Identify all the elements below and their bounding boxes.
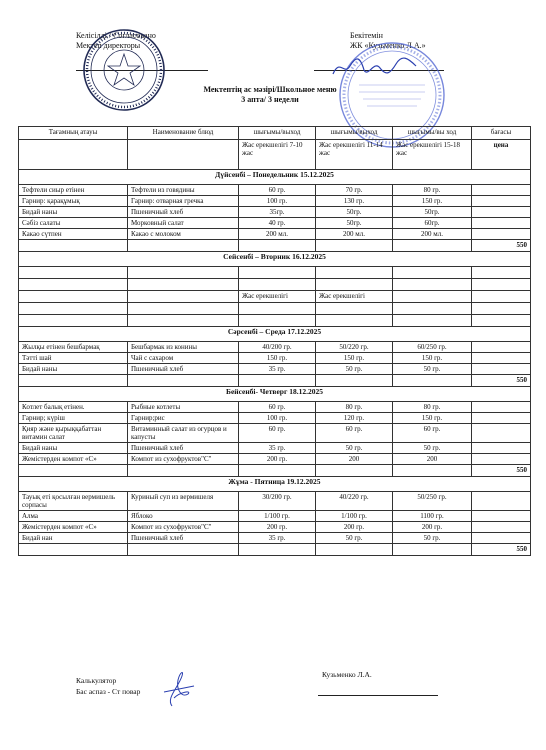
footer-signature-line <box>318 695 438 696</box>
dish-name-ru: Морковный салат <box>128 218 239 229</box>
portion-7-10: 150 гр. <box>239 353 316 364</box>
day-total-row <box>19 240 531 252</box>
price-cell <box>472 443 531 454</box>
day-title: Бейсенбі- Четверг 18.12.2025 <box>19 387 531 402</box>
portion-7-10: 40 гр. <box>239 218 316 229</box>
dish-name-kz: Тауық еті қосылған вермишель сорпасы <box>19 492 128 511</box>
approval-subtitle: Мектеп директоры <box>76 41 141 50</box>
menu-row <box>19 443 531 454</box>
blank-cell <box>239 279 316 291</box>
dish-name-ru: Гарнир;рис <box>128 413 239 424</box>
dish-name-ru: Яблоко <box>128 511 239 522</box>
blank-cell <box>128 279 239 291</box>
menu-row <box>19 492 531 511</box>
portion-7-10: 100 гр. <box>239 196 316 207</box>
price-cell <box>472 522 531 533</box>
col-output-1: шығымы/выход <box>239 127 316 140</box>
portion-7-10: 100 гр. <box>239 413 316 424</box>
menu-row <box>19 533 531 544</box>
dish-name-ru: Тефтели из говядины <box>128 185 239 196</box>
portion-15-18: 60гр. <box>393 218 472 229</box>
footer-calculator: Калькулятор <box>76 676 117 685</box>
portion-15-18: 150 гр. <box>393 353 472 364</box>
dish-name-kz: Жемістерден компот «С» <box>19 522 128 533</box>
dish-name-ru: Витаминный салат из огурцов и капусты <box>128 424 239 443</box>
dish-name-kz: Бидай наны <box>19 364 128 375</box>
blank-cell <box>19 267 128 279</box>
day-total-row <box>19 465 531 477</box>
portion-7-10: 60 гр. <box>239 402 316 413</box>
dish-name-kz: Котлет балық етінен. <box>19 402 128 413</box>
blank-cell <box>128 267 239 279</box>
price-cell <box>472 218 531 229</box>
menu-title-line1: Мектептің ас мәзірі/Школьное меню <box>203 85 337 94</box>
portion-11-14: 150 гр. <box>316 353 393 364</box>
portion-11-14: 60 гр. <box>316 424 393 443</box>
blank-cell <box>128 303 239 315</box>
portion-7-10: 35гр. <box>239 207 316 218</box>
portion-11-14: 70 гр. <box>316 185 393 196</box>
portion-15-18: 50гр. <box>393 207 472 218</box>
blank-cell <box>472 291 531 303</box>
price-cell <box>472 533 531 544</box>
day-title: Сейсенбі – Вторник 16.12.2025 <box>19 252 531 267</box>
portion-15-18: 150 гр. <box>393 196 472 207</box>
price-cell <box>472 342 531 353</box>
col-output-2: шығымы/выход <box>316 127 393 140</box>
age-group-cell: Жас ерекшелігі <box>239 291 316 303</box>
portion-15-18: 200 гр. <box>393 522 472 533</box>
blank-row <box>19 303 531 315</box>
blank-cell <box>472 267 531 279</box>
portion-11-14: 50/220 гр. <box>316 342 393 353</box>
blank-cell <box>316 267 393 279</box>
dish-name-kz: Тәтті шай <box>19 353 128 364</box>
dish-name-ru: Пшеничный хлеб <box>128 207 239 218</box>
menu-title-line2: 3 апта/ 3 недели <box>241 95 299 104</box>
day-header-row <box>19 170 531 185</box>
blank-cell <box>393 303 472 315</box>
col-price-kz: бағасы <box>472 127 531 140</box>
dish-name-ru: Рыбные котлеты <box>128 402 239 413</box>
age-group-cell: Жас ерекшелігі <box>316 291 393 303</box>
price-cell <box>472 424 531 443</box>
price-cell <box>472 353 531 364</box>
portion-11-14: 50гр. <box>316 207 393 218</box>
blank-cell <box>472 315 531 327</box>
blank-cell <box>239 315 316 327</box>
dish-name-kz: Гарнир; күріш <box>19 413 128 424</box>
price-cell <box>472 402 531 413</box>
menu-row <box>19 424 531 443</box>
portion-7-10: 35 гр. <box>239 443 316 454</box>
approver-signature-image <box>330 52 420 82</box>
col-name-kz: Тағамның атауы <box>19 127 128 140</box>
dish-name-ru: Компот из сухофруктов"С" <box>128 522 239 533</box>
blank-cell <box>393 267 472 279</box>
dish-name-ru: Компот из сухофруктов"С" <box>128 454 239 465</box>
dish-name-ru: Пшеничный хлеб <box>128 533 239 544</box>
blank-cell <box>239 267 316 279</box>
portion-11-14: 50гр. <box>316 218 393 229</box>
dish-name-kz: Тефтели сиыр етінен <box>19 185 128 196</box>
dish-name-ru: Куриный суп из вермишеля <box>128 492 239 511</box>
portion-11-14: 200 мл. <box>316 229 393 240</box>
menu-row <box>19 185 531 196</box>
portion-7-10: 200 мл. <box>239 229 316 240</box>
dish-name-kz: Какао сүтпен <box>19 229 128 240</box>
dish-name-ru: Какао с молоком <box>128 229 239 240</box>
portion-7-10: 35 гр. <box>239 533 316 544</box>
menu-title <box>120 85 420 105</box>
price-cell <box>472 492 531 511</box>
blank-row <box>19 291 531 303</box>
day-header-row <box>19 477 531 492</box>
menu-row <box>19 364 531 375</box>
day-total-row <box>19 544 531 556</box>
portion-11-14: 120 гр. <box>316 413 393 424</box>
blank-row <box>19 279 531 291</box>
dish-name-kz: Жылқы етінен бешбармақ <box>19 342 128 353</box>
blank-cell <box>19 303 128 315</box>
dish-name-kz: Алма <box>19 511 128 522</box>
portion-11-14: 130 гр. <box>316 196 393 207</box>
approved-title: Бекітемін <box>350 31 383 40</box>
menu-row <box>19 229 531 240</box>
dish-name-ru: Пшеничный хлеб <box>128 364 239 375</box>
portion-11-14: 80 гр. <box>316 402 393 413</box>
portion-11-14: 1/100 гр. <box>316 511 393 522</box>
price-cell <box>472 207 531 218</box>
day-header-row <box>19 327 531 342</box>
blank-cell <box>472 279 531 291</box>
day-title: Сәрсенбі – Среда 17.12.2025 <box>19 327 531 342</box>
dish-name-kz: Сәбіз салаты <box>19 218 128 229</box>
day-total-price: 550 <box>472 375 531 387</box>
blank-cell <box>19 315 128 327</box>
portion-15-18: 50 гр. <box>393 443 472 454</box>
menu-row <box>19 207 531 218</box>
price-cell <box>472 413 531 424</box>
price-cell <box>472 364 531 375</box>
portion-15-18: 80 гр. <box>393 185 472 196</box>
portion-15-18: 50/250 гр. <box>393 492 472 511</box>
menu-row <box>19 342 531 353</box>
menu-body <box>19 170 531 556</box>
blank-cell <box>19 279 128 291</box>
blank-cell <box>316 279 393 291</box>
portion-11-14: 50 гр. <box>316 443 393 454</box>
portion-15-18: 200 мл. <box>393 229 472 240</box>
col-age-1: Жас ерекшелігі 7-10 жас <box>239 140 316 170</box>
menu-row <box>19 218 531 229</box>
menu-row <box>19 511 531 522</box>
price-cell <box>472 196 531 207</box>
portion-11-14: 200 гр. <box>316 522 393 533</box>
dish-name-ru: Пшеничный хлеб <box>128 443 239 454</box>
blank-row <box>19 267 531 279</box>
portion-7-10: 60 гр. <box>239 185 316 196</box>
day-total-row <box>19 375 531 387</box>
menu-table <box>18 126 531 556</box>
portion-7-10: 60 гр. <box>239 424 316 443</box>
portion-15-18: 80 гр. <box>393 402 472 413</box>
menu-row <box>19 353 531 364</box>
day-title: Жұма - Пятница 19.12.2025 <box>19 477 531 492</box>
dish-name-kz: Жемістерден компот «С» <box>19 454 128 465</box>
dish-name-kz: Гарнир: қарақұмық <box>19 196 128 207</box>
col-age-3: Жас ерекшелігі 15-18 жас <box>393 140 472 170</box>
portion-7-10: 30/200 гр. <box>239 492 316 511</box>
portion-15-18: 1100 гр. <box>393 511 472 522</box>
col-price-ru: цена <box>472 140 531 170</box>
portion-7-10: 40/200 гр. <box>239 342 316 353</box>
blank-cell <box>393 291 472 303</box>
portion-11-14: 50 гр. <box>316 364 393 375</box>
dish-name-kz: Бидай нан <box>19 533 128 544</box>
blank-cell <box>19 291 128 303</box>
col-output-3: шығымы/вы ход <box>393 127 472 140</box>
portion-7-10: 35 гр. <box>239 364 316 375</box>
blank-cell <box>239 303 316 315</box>
menu-row <box>19 454 531 465</box>
blank-cell <box>393 279 472 291</box>
day-header-row <box>19 252 531 267</box>
blank-cell <box>472 303 531 315</box>
footer-left <box>76 675 140 697</box>
dish-name-kz: Бидай наны <box>19 207 128 218</box>
dish-name-ru: Бешбармак из конины <box>128 342 239 353</box>
portion-11-14: 200 <box>316 454 393 465</box>
col-name-ru: Наименование блюд <box>128 127 239 140</box>
footer-chef: Бас аспаз - Ст повар <box>76 687 141 696</box>
price-cell <box>472 185 531 196</box>
blank-cell <box>316 315 393 327</box>
price-cell <box>472 454 531 465</box>
portion-15-18: 60/250 гр. <box>393 342 472 353</box>
portion-15-18: 150 гр. <box>393 413 472 424</box>
day-header-row <box>19 387 531 402</box>
dish-name-kz: Қияр және қырыққабаттан витамин салат <box>19 424 128 443</box>
approved-subtitle: ЖК «Кузьменко Л.А.» <box>350 41 426 50</box>
dish-name-kz: Бидай наны <box>19 443 128 454</box>
portion-11-14: 50 гр. <box>316 533 393 544</box>
menu-row <box>19 522 531 533</box>
footer-name: Кузьменко Л.А. <box>322 670 372 679</box>
col-age-2: Жас ерекшелігі 11-14 жас <box>316 140 393 170</box>
portion-7-10: 200 гр. <box>239 454 316 465</box>
portion-15-18: 60 гр. <box>393 424 472 443</box>
price-cell <box>472 511 531 522</box>
day-title: Дүйсенбі – Понедельник 15.12.2025 <box>19 170 531 185</box>
portion-11-14: 40/220 гр. <box>316 492 393 511</box>
day-total-price: 550 <box>472 544 531 556</box>
chef-signature-image <box>158 668 198 710</box>
blank-row <box>19 315 531 327</box>
price-cell <box>472 229 531 240</box>
portion-7-10: 200 гр. <box>239 522 316 533</box>
menu-row <box>19 196 531 207</box>
portion-15-18: 200 <box>393 454 472 465</box>
portion-15-18: 50 гр. <box>393 364 472 375</box>
menu-row <box>19 413 531 424</box>
blank-cell <box>128 315 239 327</box>
blank-cell <box>393 315 472 327</box>
blank-cell <box>316 303 393 315</box>
blank-cell <box>128 291 239 303</box>
day-total-price: 550 <box>472 465 531 477</box>
portion-15-18: 50 гр. <box>393 533 472 544</box>
approval-title: Келісілді / Согласовано <box>76 31 156 40</box>
dish-name-ru: Чай с сахаром <box>128 353 239 364</box>
menu-row <box>19 402 531 413</box>
portion-7-10: 1/100 гр. <box>239 511 316 522</box>
day-total-price: 550 <box>472 240 531 252</box>
dish-name-ru: Гарнир: отварная гречка <box>128 196 239 207</box>
